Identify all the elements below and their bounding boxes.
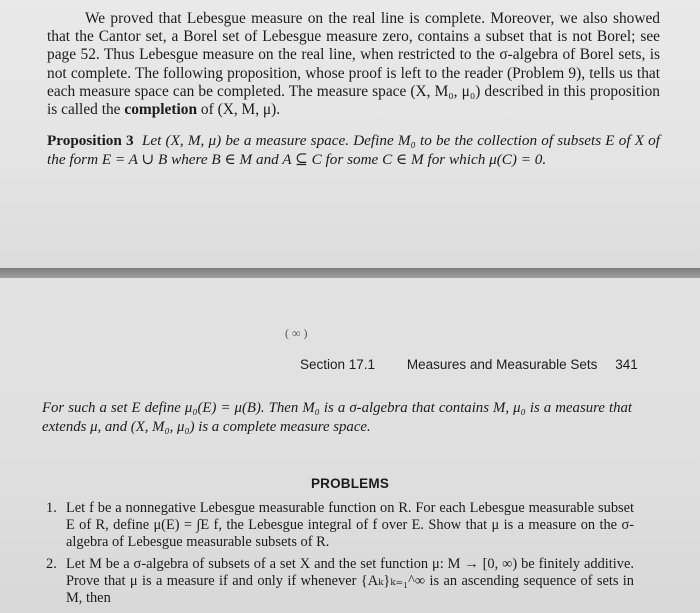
problem-number: 1. xyxy=(46,500,57,516)
intro-paragraph xyxy=(47,10,660,119)
running-head xyxy=(300,357,638,372)
problems-heading: PROBLEMS xyxy=(310,476,390,491)
section-title: Measures and Measurable Sets xyxy=(406,357,598,372)
proposition-continuation: For such a set E define μ₀(E) = μ(B). Then M₀ is a σ-algebra that contains M, μ₀ is a measure that extends μ, and (X, M₀, μ₀) is a complete measure space. xyxy=(42,400,632,435)
page-number: 341 xyxy=(615,357,638,372)
problem-text: Let f be a nonnegative Lebesgue measurable function on R. For each Lebesgue measurable subset E of R, define μ(E) = ∫E f, the Lebesgue integral of f over E. Show that μ is a measure on the σ-algebra of Lebesgue measurable subsets of R. xyxy=(66,500,634,550)
paragraph-text: We proved that Lebesgue measure on the real line is complete. Moreover, we also showed that the Cantor set, a Borel set of Lebesgue measure zero, contains a subset that is not Borel; see page 52. Thus Lebesgue measure on the real line, when restricted to the σ-algebra of Borel sets, is not complete. The following proposition, whose proof is left to the reader (Problem 9), tells us that each measure space can be completed. The measure space (X, M₀, μ₀) described in this proposition is called the xyxy=(47,10,660,119)
proposition-3 xyxy=(47,132,660,169)
problem-number: 2. xyxy=(46,556,57,572)
top-page xyxy=(0,0,700,268)
completion-term: completion xyxy=(124,101,198,119)
proposition-heading: Proposition 3 xyxy=(47,132,134,150)
problem-1 xyxy=(46,500,634,551)
problem-2 xyxy=(46,556,634,607)
bottom-page xyxy=(0,278,700,613)
proposition-body: Let (X, M, μ) be a measure space. Define M₀ to be the collection of subsets E of X of the form E = A ∪ B where B ∈ M and A ⊆ C for some C ∈ M for which μ(C) = 0. xyxy=(47,132,660,168)
cut-off-formula: ( ∞ ) xyxy=(285,326,308,340)
page-gap xyxy=(0,268,700,278)
section-label: Section 17.1 xyxy=(300,357,376,372)
problem-text: Let M be a σ-algebra of subsets of a set X and the set function μ: M → [0, ∞) be finitely additive. Prove that μ is a measure if and only if whenever {Aₖ}ₖ₌₁^∞ is an ascending sequence of sets in M, then xyxy=(66,556,634,606)
paragraph-end: of (X, M, μ). xyxy=(200,101,281,119)
